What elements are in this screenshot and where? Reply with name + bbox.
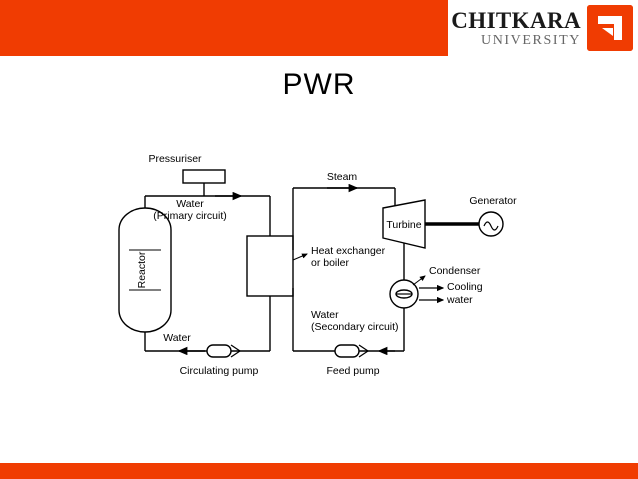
generator-symbol xyxy=(479,212,503,236)
pwr-diagram xyxy=(95,138,565,393)
brand-text-block xyxy=(451,9,587,48)
footer-band xyxy=(0,463,638,479)
label-water-primary-line1: Water xyxy=(176,198,204,210)
label-water-secondary-line1: Water xyxy=(311,309,339,321)
feed-pump-symbol xyxy=(335,345,359,357)
chitkara-logo-icon xyxy=(587,5,633,51)
label-cooling-line1: Cooling xyxy=(447,281,483,293)
label-water-left: Water xyxy=(163,332,191,344)
pwr-diagram-svg xyxy=(95,138,565,393)
circulating-pump-symbol xyxy=(207,345,231,357)
label-condenser: Condenser xyxy=(429,265,481,277)
label-feed-pump: Feed pump xyxy=(326,365,380,377)
brand-subtitle: UNIVERSITY xyxy=(481,32,581,48)
label-steam: Steam xyxy=(326,171,358,183)
label-generator: Generator xyxy=(469,195,517,207)
heat-exchanger-symbol xyxy=(247,236,293,296)
brand-name: CHITKARA xyxy=(451,7,581,33)
label-heat-exchanger-line2: or boiler xyxy=(311,257,349,269)
label-water-primary-line2: (Primary circuit) xyxy=(153,210,227,222)
slide-title: PWR xyxy=(282,68,356,101)
label-heat-exchanger-line1: Heat exchanger xyxy=(311,245,386,257)
label-water-secondary-line2: (Secondary circuit) xyxy=(311,321,399,333)
pressuriser-symbol xyxy=(183,170,225,183)
label-reactor: Reactor xyxy=(136,251,148,289)
label-circulating-pump: Circulating pump xyxy=(179,365,259,377)
label-turbine: Turbine xyxy=(386,219,422,231)
label-pressuriser: Pressuriser xyxy=(148,153,202,165)
label-cooling-line2: water xyxy=(447,294,473,306)
brand-plate xyxy=(448,0,638,56)
